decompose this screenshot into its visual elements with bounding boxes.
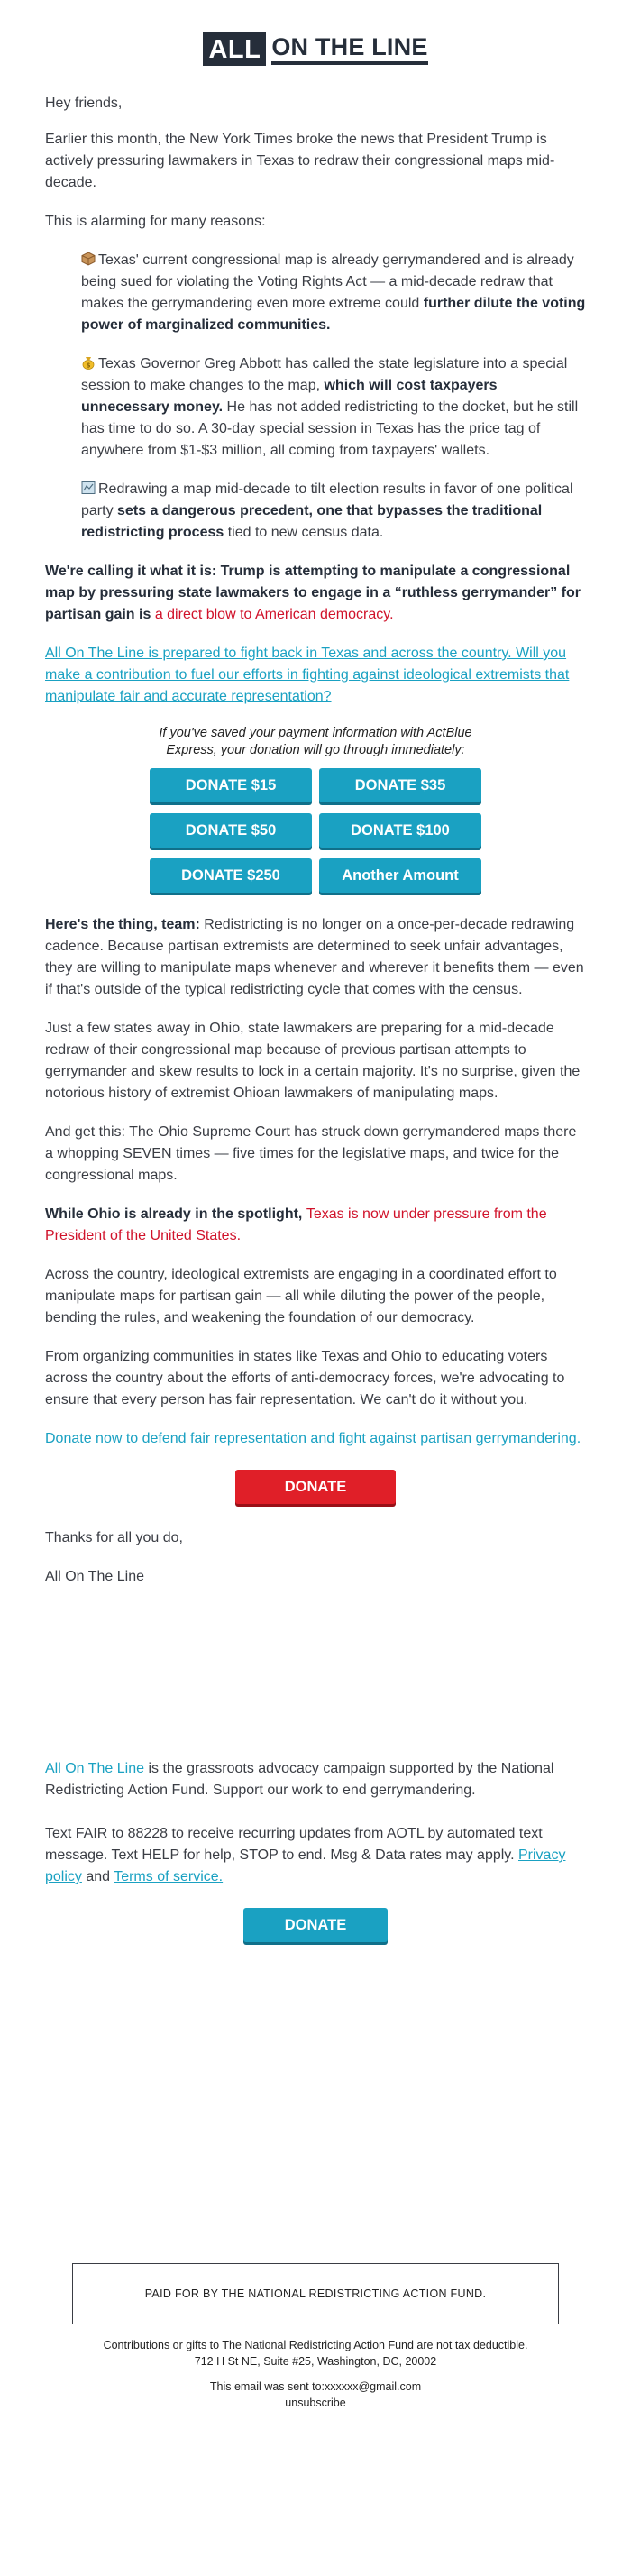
sent-to: This email was sent to:xxxxxx@gmail.com: [209, 2380, 422, 2393]
donate-now-link[interactable]: Donate now to defend fair representation and fight against partisan gerrymandering.: [45, 1431, 581, 1446]
calling-red: a direct blow to American democracy.: [154, 607, 394, 622]
bullet-3-text-b: tied to new census data.: [224, 525, 384, 540]
paragraph-alarming: This is alarming for many reasons:: [45, 214, 266, 229]
map-icon: [81, 481, 96, 495]
contributions-note: Contributions or gifts to The National Redistricting Action Fund are not tax deductible.: [103, 2339, 528, 2351]
paragraph-cta-2: [45, 1428, 586, 1450]
privacy-policy-link[interactable]: Privacy policy: [45, 1847, 566, 1884]
paragraph-ohio: Just a few states away in Ohio, state lawmakers are preparing for a mid-decade redraw of their congressional map because of previous partisan attempts to gerrymander and skew results to lock in a certain majority. It's no surprise, given the notorious history of extremist Ohioan lawmakers of manipulating maps.: [45, 1021, 581, 1101]
footer-sms: [45, 1823, 586, 1888]
paragraph-calling: [45, 561, 586, 626]
contribute-link[interactable]: All On The Line is prepared to fight back in Texas and across the country. Will you make a contribution to fuel our efforts in fighting against ideological extremists that manipulate fair and accurate representation?: [45, 646, 570, 704]
donate-red-wrap: [45, 1470, 586, 1504]
donate-50-button[interactable]: DONATE $50: [150, 813, 312, 848]
thanks-line: Thanks for all you do,: [45, 1530, 183, 1545]
bullet-1-text: Texas' current congressional map is already gerrymandered and is already being sued for violating the Voting Rights Act — a mid-decade redraw that makes the gerrymandering even more extreme could: [81, 252, 574, 311]
spacer-2: [45, 1966, 586, 2263]
greeting: Hey friends,: [45, 96, 123, 111]
bullet-3-text: Redrawing a map mid-decade to tilt election results in favor of one political party: [81, 481, 573, 518]
donate-blue-wrap: [45, 1908, 586, 1942]
paragraph-thing: [45, 914, 586, 1001]
spotlight-red: Texas is now under pressure from the President of the United States.: [45, 1206, 547, 1243]
spacer: [45, 1605, 586, 1758]
paragraph-intro: Earlier this month, the New York Times broke the news that President Trump is actively pressuring lawmakers in Texas to redraw their congressional maps mid-decade.: [45, 132, 555, 190]
address: 712 H St NE, Suite #25, Washington, DC, 20002: [194, 2355, 437, 2368]
footer-sms-text: Text FAIR to 88228 to receive recurring updates from AOTL by automated text message. Text HELP for help, STOP to end. Msg & Data rates may apply.: [45, 1826, 543, 1863]
bullet-2-text: Texas Governor Greg Abbott has called the state legislature into a special session to make changes to the map,: [81, 356, 568, 393]
email-body: [45, 0, 586, 2411]
paragraph-cta: [45, 643, 586, 708]
footer-sms-and: and: [81, 1869, 114, 1884]
donate-blue-button[interactable]: DONATE: [243, 1908, 388, 1942]
bullet-2: [81, 353, 586, 462]
logo-box: ALL: [203, 32, 266, 66]
donate-250-button[interactable]: DONATE $250: [150, 858, 312, 893]
bullet-1-bold: further dilute the voting power of marginalized communities.: [81, 296, 586, 333]
bullet-1: [81, 250, 586, 336]
actblue-express-note: If you've saved your payment information with ActBlue Express, your donation will go through immediately:: [159, 726, 472, 757]
donate-other-amount-button[interactable]: Another Amount: [319, 858, 481, 893]
signoff-line: All On The Line: [45, 1569, 144, 1584]
thing-text: Redistricting is no longer on a once-per-decade redrawing cadence. Because partisan extremists are determined to seek unfair advantages, they are willing to manipulate maps whenever and wherever it benefits them — even if that's outside of the typical redistricting cycle that comes with the census.: [45, 917, 584, 997]
unsubscribe-link[interactable]: unsubscribe: [285, 2397, 346, 2409]
bullet-3-bold: sets a dangerous precedent, one that bypasses the traditional redistricting process: [81, 503, 543, 540]
bullet-2-bold: which will cost taxpayers unnecessary money.: [81, 378, 498, 415]
logo: [45, 32, 586, 66]
bullet-3: [81, 479, 586, 544]
logo-text: ON THE LINE: [271, 33, 427, 65]
paid-for-box: [72, 2263, 559, 2324]
terms-of-service-link[interactable]: Terms of service.: [114, 1869, 224, 1884]
bullet-2-text-b: He has not added redistricting to the docket, but he still has time to do so. A 30-day special session in Texas has the price tag of anywhere from $1-$3 million, all coming from taxpayers' wallets.: [81, 399, 579, 458]
donate-15-button[interactable]: DONATE $15: [150, 768, 312, 802]
donate-100-button[interactable]: DONATE $100: [319, 813, 481, 848]
paid-for-text: PAID FOR BY THE NATIONAL REDISTRICTING ACTION FUND.: [144, 2287, 487, 2300]
money-bag-icon: [81, 355, 96, 370]
paragraph-court: And get this: The Ohio Supreme Court has struck down gerrymandered maps there a whopping SEVEN times — five times for the legislative maps, and twice for the congressional maps.: [45, 1124, 577, 1183]
donate-35-button[interactable]: DONATE $35: [319, 768, 481, 802]
footer-about: [45, 1758, 586, 1801]
thing-bold: Here's the thing, team:: [45, 917, 200, 932]
box-icon: [81, 252, 96, 266]
donate-red-button[interactable]: DONATE: [235, 1470, 396, 1504]
paragraph-organizing: From organizing communities in states like Texas and Ohio to educating voters across the country about the efforts of anti-democracy forces, we're advocating to ensure that every person has fair representation. We can't do it without you.: [45, 1349, 565, 1407]
donate-button-grid: [45, 768, 586, 893]
svg-text:$: $: [86, 362, 91, 370]
footer-about-text: is the grassroots advocacy campaign supported by the National Redistricting Action Fund. Support our work to end gerrymandering.: [45, 1761, 554, 1798]
spotlight-bold: While Ohio is already in the spotlight,: [45, 1206, 306, 1222]
paragraph-spotlight: [45, 1204, 586, 1247]
aotl-link[interactable]: All On The Line: [45, 1761, 144, 1776]
calling-bold: We're calling it what it is: Trump is attempting to manipulate a congressional map by pressuring state lawmakers to engage in a “ruthless gerrymander” for partisan gain is: [45, 564, 581, 622]
paragraph-across: Across the country, ideological extremists are engaging in a coordinated effort to manipulate maps for partisan gain — all while diluting the power of the people, bending the rules, and weakening the foundation of our democracy.: [45, 1267, 557, 1325]
